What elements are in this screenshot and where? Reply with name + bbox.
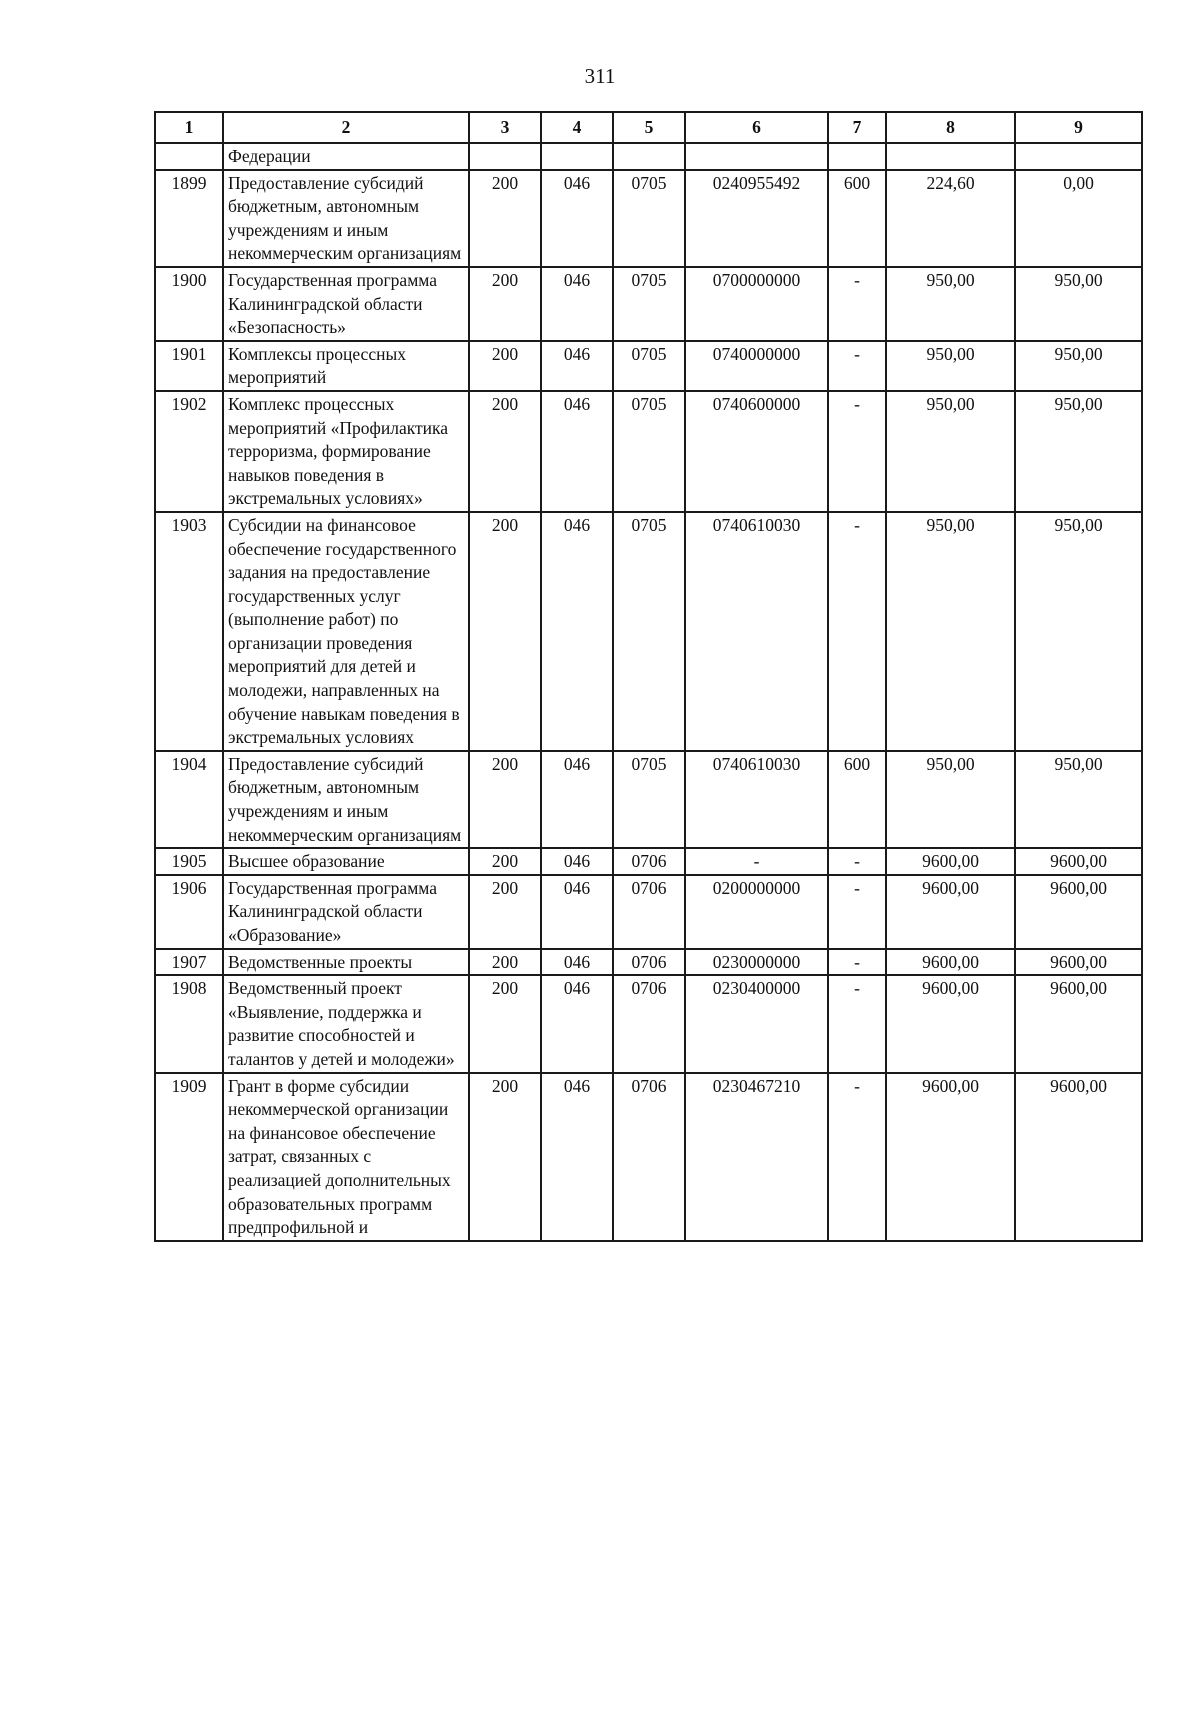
row-col-8: 224,60 xyxy=(886,170,1015,267)
header-col-7: 7 xyxy=(828,112,886,143)
table-row xyxy=(155,512,1142,751)
row-col-5: 0705 xyxy=(613,751,685,848)
row-number: 1901 xyxy=(155,341,223,391)
row-col-9: 950,00 xyxy=(1015,391,1142,512)
row-name: Государственная программа Калининградской области «Образование» xyxy=(223,875,469,949)
row-number: 1902 xyxy=(155,391,223,512)
row-col-6: 0240955492 xyxy=(685,170,828,267)
row-col-4: 046 xyxy=(541,751,613,848)
row-col-5: 0706 xyxy=(613,875,685,949)
row-col-5: 0705 xyxy=(613,512,685,751)
table-row xyxy=(155,170,1142,267)
row-col-4: 046 xyxy=(541,975,613,1072)
table-row xyxy=(155,341,1142,391)
row-col-4: 046 xyxy=(541,341,613,391)
row-col-3: 200 xyxy=(469,391,541,512)
header-col-4: 4 xyxy=(541,112,613,143)
row-col-6: 0200000000 xyxy=(685,875,828,949)
row-col-7: - xyxy=(828,341,886,391)
row-name: Федерации xyxy=(223,143,469,170)
table-row xyxy=(155,1073,1142,1241)
header-col-3: 3 xyxy=(469,112,541,143)
row-number: 1899 xyxy=(155,170,223,267)
row-col-9: 9600,00 xyxy=(1015,949,1142,976)
row-col-6: 0740000000 xyxy=(685,341,828,391)
row-col-9: 9600,00 xyxy=(1015,975,1142,1072)
row-col-4: 046 xyxy=(541,875,613,949)
row-name: Предоставление субсидий бюджетным, автономным учреждениям и иным некоммерческим организациям xyxy=(223,170,469,267)
row-col-4: 046 xyxy=(541,267,613,341)
row-col-3: 200 xyxy=(469,170,541,267)
row-col-6: 0740610030 xyxy=(685,751,828,848)
header-col-9: 9 xyxy=(1015,112,1142,143)
table-row xyxy=(155,949,1142,976)
row-col-4: 046 xyxy=(541,512,613,751)
row-col-6 xyxy=(685,143,828,170)
row-col-3: 200 xyxy=(469,512,541,751)
table-row xyxy=(155,143,1142,170)
row-number: 1903 xyxy=(155,512,223,751)
row-col-4: 046 xyxy=(541,848,613,875)
row-col-9: 9600,00 xyxy=(1015,1073,1142,1241)
row-col-8: 9600,00 xyxy=(886,1073,1015,1241)
row-col-5: 0706 xyxy=(613,949,685,976)
row-col-5: 0706 xyxy=(613,1073,685,1241)
row-col-6: 0230000000 xyxy=(685,949,828,976)
row-col-8: 9600,00 xyxy=(886,975,1015,1072)
table-row xyxy=(155,751,1142,848)
row-name: Комплекс процессных мероприятий «Профилактика терроризма, формирование навыков поведения в экстремальных условиях» xyxy=(223,391,469,512)
row-col-3 xyxy=(469,143,541,170)
row-col-3: 200 xyxy=(469,341,541,391)
page-number: 311 xyxy=(584,64,616,88)
row-col-7: - xyxy=(828,1073,886,1241)
row-name: Ведомственный проект «Выявление, поддержка и развитие способностей и талантов у детей и молодежи» xyxy=(223,975,469,1072)
table-row xyxy=(155,848,1142,875)
row-col-3: 200 xyxy=(469,949,541,976)
row-col-4: 046 xyxy=(541,1073,613,1241)
row-col-6: 0740610030 xyxy=(685,512,828,751)
table-row xyxy=(155,875,1142,949)
row-col-8: 9600,00 xyxy=(886,875,1015,949)
row-col-7: - xyxy=(828,267,886,341)
row-col-3: 200 xyxy=(469,848,541,875)
table-row xyxy=(155,975,1142,1072)
row-name: Высшее образование xyxy=(223,848,469,875)
row-col-9: 0,00 xyxy=(1015,170,1142,267)
row-number xyxy=(155,143,223,170)
row-col-9 xyxy=(1015,143,1142,170)
row-col-7: - xyxy=(828,975,886,1072)
row-col-7: - xyxy=(828,949,886,976)
row-col-5: 0705 xyxy=(613,391,685,512)
row-col-5: 0705 xyxy=(613,267,685,341)
row-col-7: 600 xyxy=(828,751,886,848)
row-col-3: 200 xyxy=(469,875,541,949)
row-col-7: - xyxy=(828,875,886,949)
row-col-8 xyxy=(886,143,1015,170)
row-col-3: 200 xyxy=(469,975,541,1072)
row-col-5 xyxy=(613,143,685,170)
row-col-6: 0230400000 xyxy=(685,975,828,1072)
row-col-7: - xyxy=(828,391,886,512)
row-number: 1906 xyxy=(155,875,223,949)
row-col-6: 0230467210 xyxy=(685,1073,828,1241)
row-col-4: 046 xyxy=(541,391,613,512)
header-col-1: 1 xyxy=(155,112,223,143)
row-name: Субсидии на финансовое обеспечение государственного задания на предоставление государственных услуг (выполнение работ) по организации проведения мероприятий для детей и молодежи, направленных на обучение навыкам поведения в экстремальных условиях xyxy=(223,512,469,751)
row-col-9: 950,00 xyxy=(1015,267,1142,341)
row-col-9: 950,00 xyxy=(1015,751,1142,848)
row-col-9: 9600,00 xyxy=(1015,848,1142,875)
header-col-8: 8 xyxy=(886,112,1015,143)
row-col-8: 950,00 xyxy=(886,391,1015,512)
row-col-6: 0700000000 xyxy=(685,267,828,341)
row-col-7: 600 xyxy=(828,170,886,267)
row-col-9: 9600,00 xyxy=(1015,875,1142,949)
row-name: Комплексы процессных мероприятий xyxy=(223,341,469,391)
row-number: 1904 xyxy=(155,751,223,848)
row-col-7: - xyxy=(828,848,886,875)
row-number: 1907 xyxy=(155,949,223,976)
row-name: Государственная программа Калининградской области «Безопасность» xyxy=(223,267,469,341)
row-col-4 xyxy=(541,143,613,170)
row-col-6: - xyxy=(685,848,828,875)
row-number: 1908 xyxy=(155,975,223,1072)
header-col-2: 2 xyxy=(223,112,469,143)
row-col-3: 200 xyxy=(469,751,541,848)
row-col-8: 950,00 xyxy=(886,512,1015,751)
row-col-3: 200 xyxy=(469,1073,541,1241)
row-col-8: 950,00 xyxy=(886,341,1015,391)
row-col-5: 0706 xyxy=(613,975,685,1072)
row-name: Ведомственные проекты xyxy=(223,949,469,976)
budget-table xyxy=(154,111,1143,1242)
row-col-7 xyxy=(828,143,886,170)
table-row xyxy=(155,391,1142,512)
row-col-8: 9600,00 xyxy=(886,949,1015,976)
row-col-9: 950,00 xyxy=(1015,341,1142,391)
row-name: Предоставление субсидий бюджетным, автономным учреждениям и иным некоммерческим организациям xyxy=(223,751,469,848)
row-number: 1905 xyxy=(155,848,223,875)
header-row xyxy=(155,112,1142,143)
row-col-8: 950,00 xyxy=(886,751,1015,848)
header-col-6: 6 xyxy=(685,112,828,143)
row-col-5: 0705 xyxy=(613,341,685,391)
row-number: 1900 xyxy=(155,267,223,341)
row-col-5: 0706 xyxy=(613,848,685,875)
row-col-8: 9600,00 xyxy=(886,848,1015,875)
row-col-3: 200 xyxy=(469,267,541,341)
header-col-5: 5 xyxy=(613,112,685,143)
row-col-4: 046 xyxy=(541,949,613,976)
row-col-8: 950,00 xyxy=(886,267,1015,341)
row-col-4: 046 xyxy=(541,170,613,267)
row-col-7: - xyxy=(828,512,886,751)
table-row xyxy=(155,267,1142,341)
row-col-5: 0705 xyxy=(613,170,685,267)
row-col-9: 950,00 xyxy=(1015,512,1142,751)
row-col-6: 0740600000 xyxy=(685,391,828,512)
row-name: Грант в форме субсидии некоммерческой организации на финансовое обеспечение затрат, связанных с реализацией дополнительных образовательных программ предпрофильной и xyxy=(223,1073,469,1241)
row-number: 1909 xyxy=(155,1073,223,1241)
